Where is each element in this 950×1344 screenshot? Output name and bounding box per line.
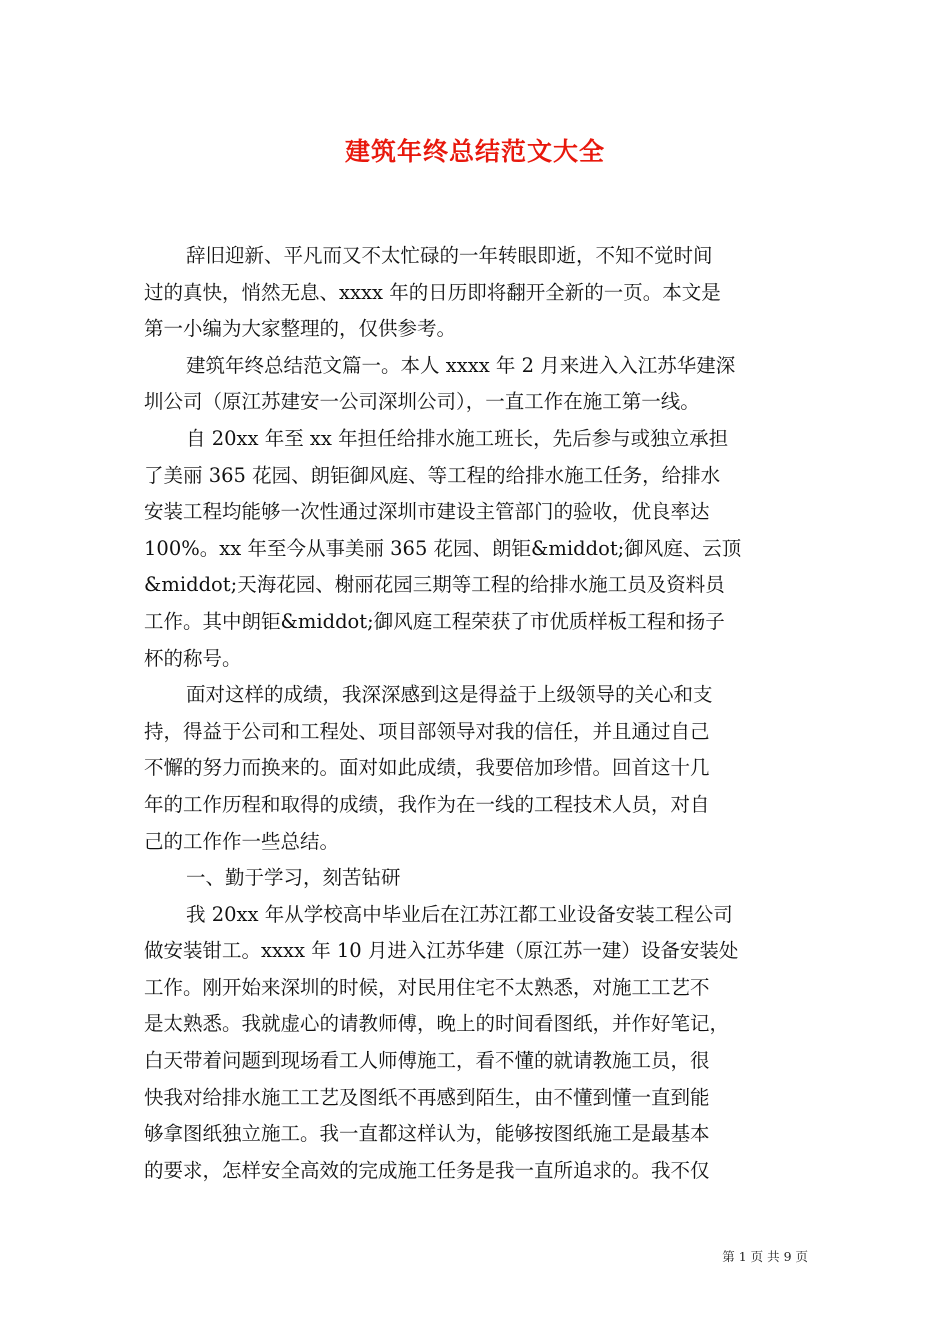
- page-number: 第 1 页 共 9 页: [722, 1249, 808, 1264]
- text-line: 100%。xx 年至今从事美丽 365 花园、朗钜&middot;御风庭、云顶: [144, 536, 742, 560]
- document-title: 建筑年终总结范文大全: [344, 137, 605, 166]
- text-line: 够拿图纸独立施工。我一直都这样认为，能够按图纸施工是最基本: [144, 1122, 710, 1146]
- text-line: 辞旧迎新、平凡而又不太忙碌的一年转眼即逝，不知不觉时间: [186, 244, 713, 267]
- text-line: 工作。刚开始来深圳的时候，对民用住宅不太熟悉，对施工工艺不: [144, 975, 710, 999]
- text-line: 不懈的努力而换来的。面对如此成绩，我要倍加珍惜。回首这十几: [144, 756, 710, 780]
- text-line: 的要求，怎样安全高效的完成施工任务是我一直所追求的。我不仅: [144, 1158, 710, 1182]
- text-line: 第一小编为大家整理的，仅供参考。: [144, 317, 457, 341]
- text-line: 面对这样的成绩，我深深感到这是得益于上级领导的关心和支: [186, 683, 713, 707]
- text-line: 过的真快，悄然无息、xxxx 年的日历即将翻开全新的一页。本文是: [144, 280, 721, 304]
- text-line: 建筑年终总结范文篇一。本人 xxxx 年 2 月来进入入江苏华建深: [186, 353, 736, 377]
- text-line: 工作。其中朗钜&middot;御风庭工程荣获了市优质样板工程和扬子: [144, 609, 725, 633]
- text-line: 自 20xx 年至 xx 年担任给排水施工班长，先后参与或独立承担: [186, 426, 729, 450]
- text-line: 杯的称号。: [144, 646, 242, 670]
- text-line: &middot;天海花园、榭丽花园三期等工程的给排水施工员及资料员: [144, 573, 725, 597]
- text-line: 持，得益于公司和工程处、项目部领导对我的信任，并且通过自己: [144, 719, 710, 743]
- text-line: 白天带着问题到现场看工人师傅施工，看不懂的就请教施工员，很: [144, 1049, 710, 1073]
- text-line: 己的工作作一些总结。: [144, 829, 340, 853]
- text-line: 了美丽 365 花园、朗钜御风庭、等工程的给排水施工任务，给排水: [144, 463, 721, 487]
- section-heading: 一、勤于学习，刻苦钻研: [186, 866, 401, 890]
- text-line: 做安装钳工。xxxx 年 10 月进入江苏华建（原江苏一建）设备安装处: [144, 939, 739, 963]
- text-line: 快我对给排水施工工艺及图纸不再感到陌生，由不懂到懂一直到能: [144, 1085, 710, 1109]
- text-line: 安装工程均能够一次性通过深圳市建设主管部门的验收，优良率达: [144, 500, 710, 524]
- text-line: 是太熟悉。我就虚心的请教师傅，晚上的时间看图纸，并作好笔记，: [144, 1012, 730, 1036]
- text-line: 年的工作历程和取得的成绩，我作为在一线的工程技术人员，对自: [144, 792, 710, 816]
- text-line: 圳公司（原江苏建安一公司深圳公司），一直工作在施工第一线。: [144, 390, 700, 414]
- document-body: [144, 238, 808, 1189]
- text-line: 我 20xx 年从学校高中毕业后在江苏江都工业设备安装工程公司: [186, 902, 733, 926]
